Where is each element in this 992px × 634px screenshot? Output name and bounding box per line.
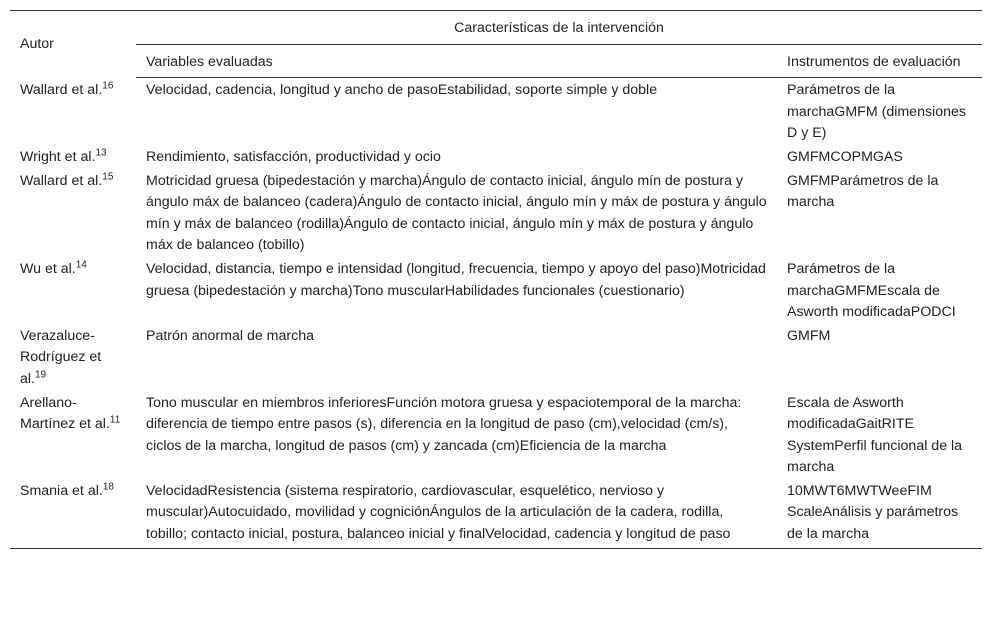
- instruments-cell: GMFMCOPMGAS: [787, 148, 903, 165]
- instruments-cell: 10MWT6MWTWeeFIM ScaleAnálisis y parámetros de la marcha: [777, 479, 982, 548]
- variables-cell: Motricidad gruesa (bipedestación y marcha)Ángulo de contacto inicial, ángulo mín de postura y ángulo máx de balanceo (cadera)Ángulo de contacto inicial, ángulo mín y máx de postura y ángulo mín y máx de balanceo (rodilla)Ángulo de contacto inicial, ángulo mín y máx de postura y ángulo máx de balanceo (tobillo): [146, 172, 767, 254]
- table-row: [10, 145, 982, 169]
- table-row: [10, 257, 982, 324]
- author-name: Wu et al.: [20, 260, 76, 277]
- reference-number: 19: [34, 369, 47, 381]
- author-cell: [10, 324, 136, 391]
- table-row: [10, 78, 982, 145]
- author-cell: [10, 391, 136, 479]
- variables-cell: Patrón anormal de marcha: [146, 327, 314, 344]
- variables-cell: Velocidad, distancia, tiempo e intensidad (longitud, frecuencia, tiempo y apoyo del paso)Motricidad gruesa (bipedestación y marcha)Tono muscularHabilidades funcionales (cuestionario): [146, 260, 766, 299]
- reference-number: 14: [75, 259, 87, 271]
- variables-cell: Rendimiento, satisfacción, productividad y ocio: [146, 148, 441, 165]
- variables-cell: Velocidad, cadencia, longitud y ancho de pasoEstabilidad, soporte simple y doble: [146, 82, 658, 99]
- instruments-cell: Parámetros de la marchaGMFM (dimensiones D y E): [787, 82, 966, 142]
- variables-cell: Tono muscular en miembros inferioresFunción motora gruesa y espaciotemporal de la marcha: diferencia de tiempo entre pasos (s), diferencia en la longitud de paso (cm),velocidad (cm/s), ciclos de la marcha, longitud de pasos (cm) y zancada (cm)Eficiencia de la marcha: [146, 394, 742, 454]
- author-cell: [10, 78, 136, 145]
- reference-number: 13: [95, 147, 107, 159]
- instruments-cell: Parámetros de la marchaGMFMEscala de Asworth modificadaPODCI: [787, 260, 956, 321]
- author-cell: [10, 169, 136, 257]
- header-group-title: Características de la intervención: [136, 11, 982, 45]
- variables-cell: VelocidadResistencia (sistema respiratorio, cardiovascular, esquelético, nervioso y muscular)Autocuidado, movilidad y cogniciónÁngulos de la articulación de la cadera, rodilla, tobillo; contacto inicial, postura, balanceo inicial y finalVelocidad, cadencia y longitud de paso: [136, 479, 777, 548]
- author-name: Wallard et al.: [20, 81, 103, 98]
- author-cell: [10, 145, 136, 169]
- header-author: Autor: [10, 11, 136, 78]
- header-instruments: Instrumentos de evaluación: [777, 44, 982, 78]
- intervention-table: [10, 10, 982, 549]
- table-row: [10, 391, 982, 479]
- table-row: [10, 324, 982, 391]
- table-row: [10, 169, 982, 257]
- table-row: [10, 479, 982, 548]
- author-name: Smania et al.: [20, 482, 103, 499]
- reference-number: 15: [102, 170, 114, 182]
- table-container: [10, 10, 982, 549]
- reference-number: 11: [109, 414, 121, 426]
- author-cell: [10, 479, 136, 548]
- instruments-cell: Escala de Asworth modificadaGaitRITE SystemPerfil funcional de la marcha: [787, 394, 963, 476]
- author-name: Wallard et al.: [20, 172, 103, 189]
- reference-number: 18: [102, 481, 114, 493]
- instruments-cell: GMFMParámetros de la marcha: [787, 172, 939, 211]
- reference-number: 16: [102, 79, 114, 91]
- header-variables: Variables evaluadas: [136, 44, 777, 78]
- author-name: Arellano-Martínez et al.: [20, 394, 110, 433]
- author-name: Verazaluce-Rodríguez et al.: [20, 327, 102, 387]
- author-name: Wright et al.: [20, 148, 96, 165]
- author-cell: [10, 257, 136, 324]
- instruments-cell: GMFM: [787, 327, 831, 344]
